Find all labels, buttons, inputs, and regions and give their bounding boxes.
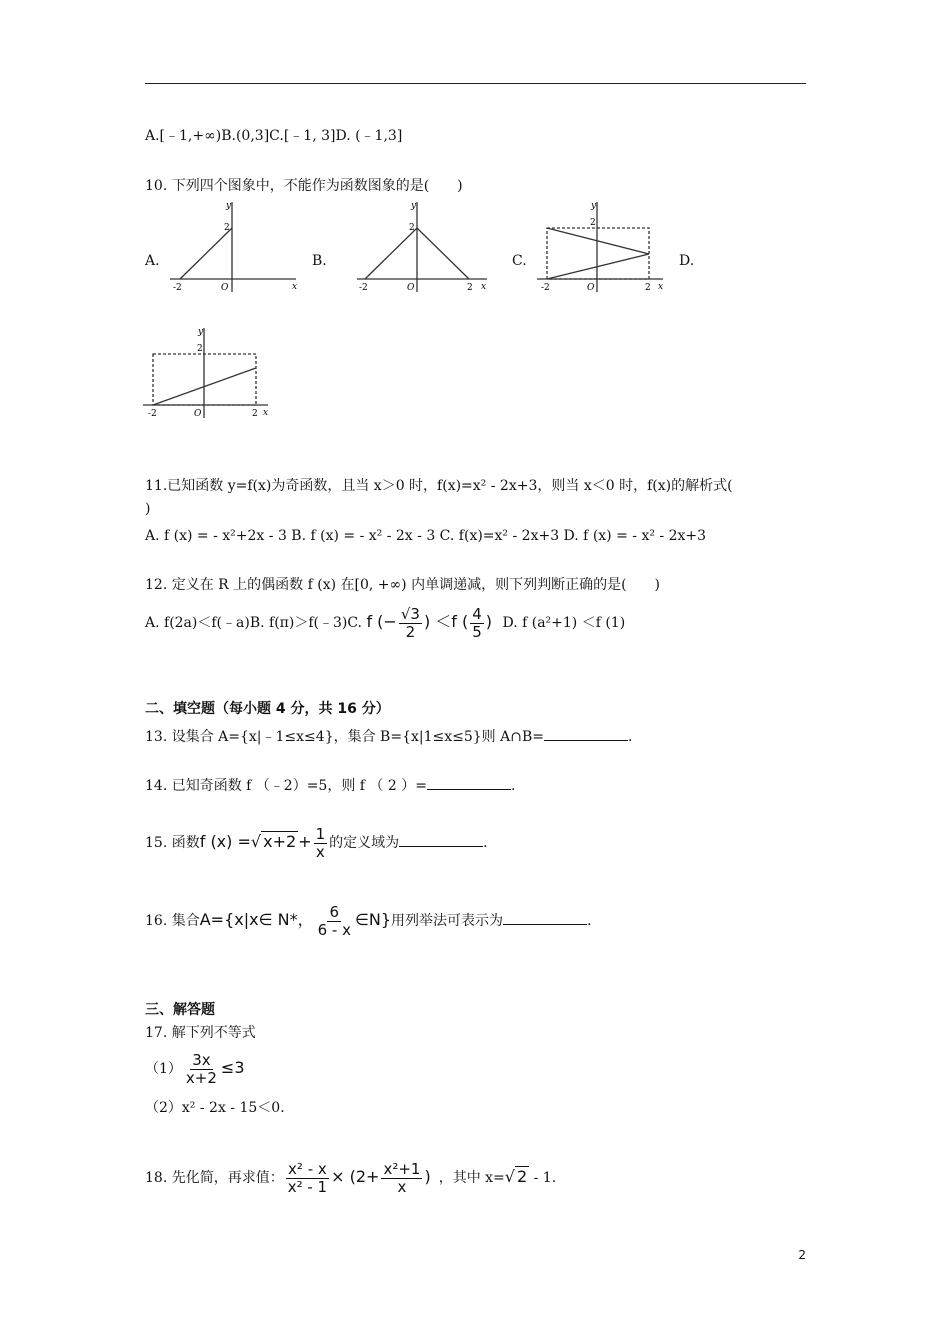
graph-d-x-label: x <box>263 408 269 418</box>
graph-b-tick-2: 2 <box>409 223 415 233</box>
graph-c-x-label: x <box>658 282 664 292</box>
q15-sqrt: x+2 <box>263 832 297 851</box>
q16-post: 用列举法可表示为 <box>391 913 504 929</box>
q14-end: . <box>510 778 516 794</box>
graph-d-tick-2x: 2 <box>252 409 258 419</box>
graph-d-origin: O <box>194 409 202 419</box>
q18-num2: x²+1 <box>383 1159 421 1178</box>
q18-frac2 <box>381 1161 422 1196</box>
q18-den1: x² - 1 <box>287 1177 328 1196</box>
graph-c <box>535 198 670 294</box>
q15-plus: + <box>298 832 312 851</box>
q12-option-c-mid: ) ＜f ( <box>423 612 469 631</box>
q18-post: ，其中 x= <box>438 1170 505 1186</box>
q11-stem-1: 11.已知函数 y=f(x)为奇函数，且当 x＞0 时，f(x)=x² - 2x+3，则当 x＜0 时，f(x)的解析式( <box>145 478 733 494</box>
q12-options <box>145 604 625 641</box>
q18-tail: - 1. <box>529 1170 557 1186</box>
q17-part1-label: （1） <box>145 1061 182 1077</box>
q15-pre: 15. 函数 <box>145 835 200 851</box>
q13-text: 13. 设集合 A={x|﹣1≤x≤4}，集合 B={x|1≤x≤5}则 A∩B= <box>145 729 544 745</box>
q16-den: 6 - x <box>317 920 351 939</box>
q16-end: . <box>587 913 592 929</box>
q12-option-c-num1: √3 <box>400 604 420 623</box>
q10-option-c-label: C. <box>512 253 527 269</box>
q12-stem: 12. 定义在 R 上的偶函数 f (x) 在[0, +∞) 内单调递减，则下列判断正确的是( ) <box>145 577 661 593</box>
q14 <box>145 775 515 795</box>
graph-a-line <box>180 228 232 279</box>
q18-num1: x² - x <box>288 1159 327 1178</box>
graph-c-tick-2x: 2 <box>645 283 651 293</box>
graph-b-y-label: y <box>411 201 417 211</box>
q11-options: A. f (x) = - x²+2x - 3 B. f (x) = - x² - 2x - 3 C. f(x)=x² - 2x+3 D. f (x) = - x² - 2x+3 <box>145 528 707 544</box>
q14-text: 14. 已知奇函数 f （﹣2）=5，则 f （ 2 ）= <box>145 778 427 794</box>
graph-d-tick-2: 2 <box>197 344 203 354</box>
q17-part1-num: 3x <box>192 1050 211 1069</box>
q10-stem: 10. 下列四个图象中，不能作为函数图象的是( ) <box>145 178 463 194</box>
q12-option-c-frac2 <box>470 606 484 641</box>
graph-a-tick-neg2: -2 <box>173 283 182 293</box>
q12-option-c-den2: 5 <box>472 622 482 641</box>
q10-option-b-label: B. <box>312 253 327 269</box>
graph-b-origin: O <box>407 283 415 293</box>
q12-option-d: D. f (a²+1) ＜f (1) <box>502 615 626 631</box>
q14-answer-blank[interactable] <box>427 775 511 790</box>
graph-d <box>140 324 275 420</box>
q18-frac1 <box>286 1161 329 1196</box>
q17-part1-den: x+2 <box>185 1068 217 1087</box>
q18-den2: x <box>397 1177 407 1196</box>
graph-d-tick-neg2: -2 <box>148 409 157 419</box>
q17-part2: （2）x² - 2x - 15＜0. <box>145 1100 285 1116</box>
q17-part1-frac <box>184 1052 219 1087</box>
q16 <box>145 898 592 943</box>
q18-radical: √ <box>504 1167 515 1186</box>
graph-b <box>355 198 495 294</box>
graph-b-tick-neg2: -2 <box>359 283 368 293</box>
q17-part1 <box>145 1046 245 1091</box>
q12-option-c-num2: 4 <box>472 604 482 623</box>
q15-num: 1 <box>315 824 326 843</box>
q18-pre: 18. 先化简，再求值： <box>145 1170 284 1186</box>
q15-frac <box>314 826 328 861</box>
graph-a-x-label: x <box>292 282 298 292</box>
q18 <box>145 1152 556 1203</box>
q18-sqrt: 2 <box>516 1167 528 1186</box>
q17-part1-rhs: ≤3 <box>220 1058 245 1077</box>
graph-c-origin: O <box>587 283 595 293</box>
q15-den: x <box>315 842 325 861</box>
q16-set-left: A={x|x∈ N*， <box>199 910 314 929</box>
q15-radical: √ <box>250 832 262 851</box>
graph-a-tick-2: 2 <box>224 223 230 233</box>
q12-option-ab: A. f(2a)＜f(﹣a)B. f(π)＞f(﹣3)C. <box>145 615 362 631</box>
graph-c-line <box>547 228 649 279</box>
graph-c-dashed-box <box>547 228 649 279</box>
page-number: 2 <box>798 1248 806 1262</box>
q12-option-c-pre: f (− <box>366 612 397 631</box>
q13 <box>145 726 632 746</box>
q11-stem-2: ) <box>145 501 151 517</box>
graph-a-y-label: y <box>226 201 232 211</box>
graph-d-y-label: y <box>198 327 204 337</box>
section3-title: 三、解答题 <box>145 1002 215 1018</box>
q10-option-a-label: A. <box>145 253 160 269</box>
q16-pre: 16. 集合 <box>145 913 200 929</box>
graph-a <box>168 198 303 294</box>
graph-b-tick-2x: 2 <box>467 283 473 293</box>
q16-answer-blank[interactable] <box>503 910 587 925</box>
q16-set-right: ∈N} <box>354 910 392 929</box>
q16-frac <box>316 904 353 939</box>
q9-options: A.[﹣1,+∞)B.(0,3]C.[﹣1, 3]D. (﹣1,3] <box>145 128 403 144</box>
q18-times: × (2+ <box>331 1167 380 1186</box>
q15-func: f (x) = <box>199 832 251 851</box>
q15-answer-blank[interactable] <box>399 832 483 847</box>
q12-option-c-frac1 <box>399 606 422 641</box>
q15-post: 的定义域为 <box>329 835 400 851</box>
q17-stem: 17. 解下列不等式 <box>145 1025 256 1041</box>
q16-num: 6 <box>329 902 340 921</box>
graph-c-y-label: y <box>591 201 597 211</box>
graph-b-x-label: x <box>481 282 487 292</box>
q12-option-c-post: ) <box>485 612 493 631</box>
q13-end: . <box>627 729 633 745</box>
q13-answer-blank[interactable] <box>544 726 628 741</box>
q12-option-c-den1: 2 <box>405 622 416 641</box>
q15-end: . <box>483 835 488 851</box>
header-rule <box>145 83 806 84</box>
q18-close: ) <box>424 1167 431 1186</box>
q10-option-d-label: D. <box>679 253 695 269</box>
graph-c-tick-neg2: -2 <box>541 283 550 293</box>
graph-a-origin: O <box>221 283 229 293</box>
section2-title: 二、填空题（每小题 4 分，共 16 分） <box>145 701 390 717</box>
graph-c-tick-2: 2 <box>590 218 596 228</box>
q15 <box>145 822 488 863</box>
